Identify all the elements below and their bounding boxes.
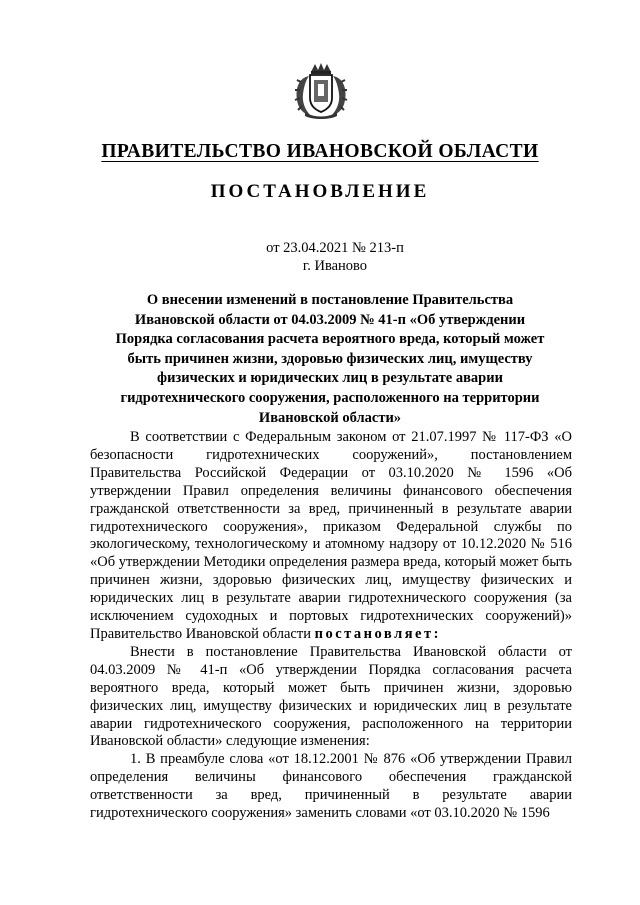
resolution-keyword: постановляет: bbox=[314, 625, 441, 642]
preamble-text: В соответствии с Федеральным законом от 21.07.1997 № 117-ФЗ «О безопасности гидротехнических сооружений», постановлением Правительства Российской Федерации от 03.10.2020 № 1596 «Об утверждении Правил определения величины финансового обеспечения гражданской ответственности за вред, причиненный в результате аварии гидротехнического сооружения», приказом Федеральной службы по экологическому, технологическому и атомному надзору от 10.12.2020 № 516 «Об утверждении Методики определения размера вреда, который может быть причинен жизни, здоровью физических лиц, имуществу физических и юридических лиц в результате аварии гидротехнического сооружения (за исключением судоходных и портовых гидротехнических сооружений)» Правительство Ивановской области bbox=[90, 429, 573, 642]
body-paragraph: Внести в постановление Правительства Ивановской области от 04.03.2009 № 41-п «Об утверждении Порядка согласования расчета вероятного вреда, который может быть причинен жизни, здоровью физических лиц, имуществу физических и юридических лиц в результате аварии гидротехнического сооружения, расположенного на территории Ивановской области» следующие изменения: bbox=[90, 643, 572, 750]
document-subject: О внесении изменений в постановление Правительства Ивановской области от 04.03.2009 № 41-п «Об утверждении Порядка согласования расчета вероятного вреда, который может быть причинен жизни, здоровью физических лиц, имуществу физических и юридических лиц в результате аварии гидротехнического сооружения, расположенного на территории Ивановской области» bbox=[115, 292, 545, 426]
document-date-number: от 23.04.2021 № 213-п bbox=[266, 240, 404, 256]
document-city: г. Иваново bbox=[302, 258, 368, 274]
document-body bbox=[90, 429, 572, 823]
body-paragraph: 1. В преамбуле слова «от 18.12.2001 № 876 «Об утверждении Правил определения величины финансового обеспечения гражданской ответственности за вред, причиненный в результате аварии гидротехнического сооружения» заменить словами «от 03.10.2020 № 1596 bbox=[90, 751, 572, 822]
document-type-title: ПОСТАНОВЛЕНИЕ bbox=[210, 181, 430, 202]
body-paragraph bbox=[90, 429, 572, 644]
organization-title: ПРАВИТЕЛЬСТВО ИВАНОВСКОЙ ОБЛАСТИ bbox=[101, 141, 539, 162]
coat-of-arms-icon bbox=[293, 62, 349, 120]
